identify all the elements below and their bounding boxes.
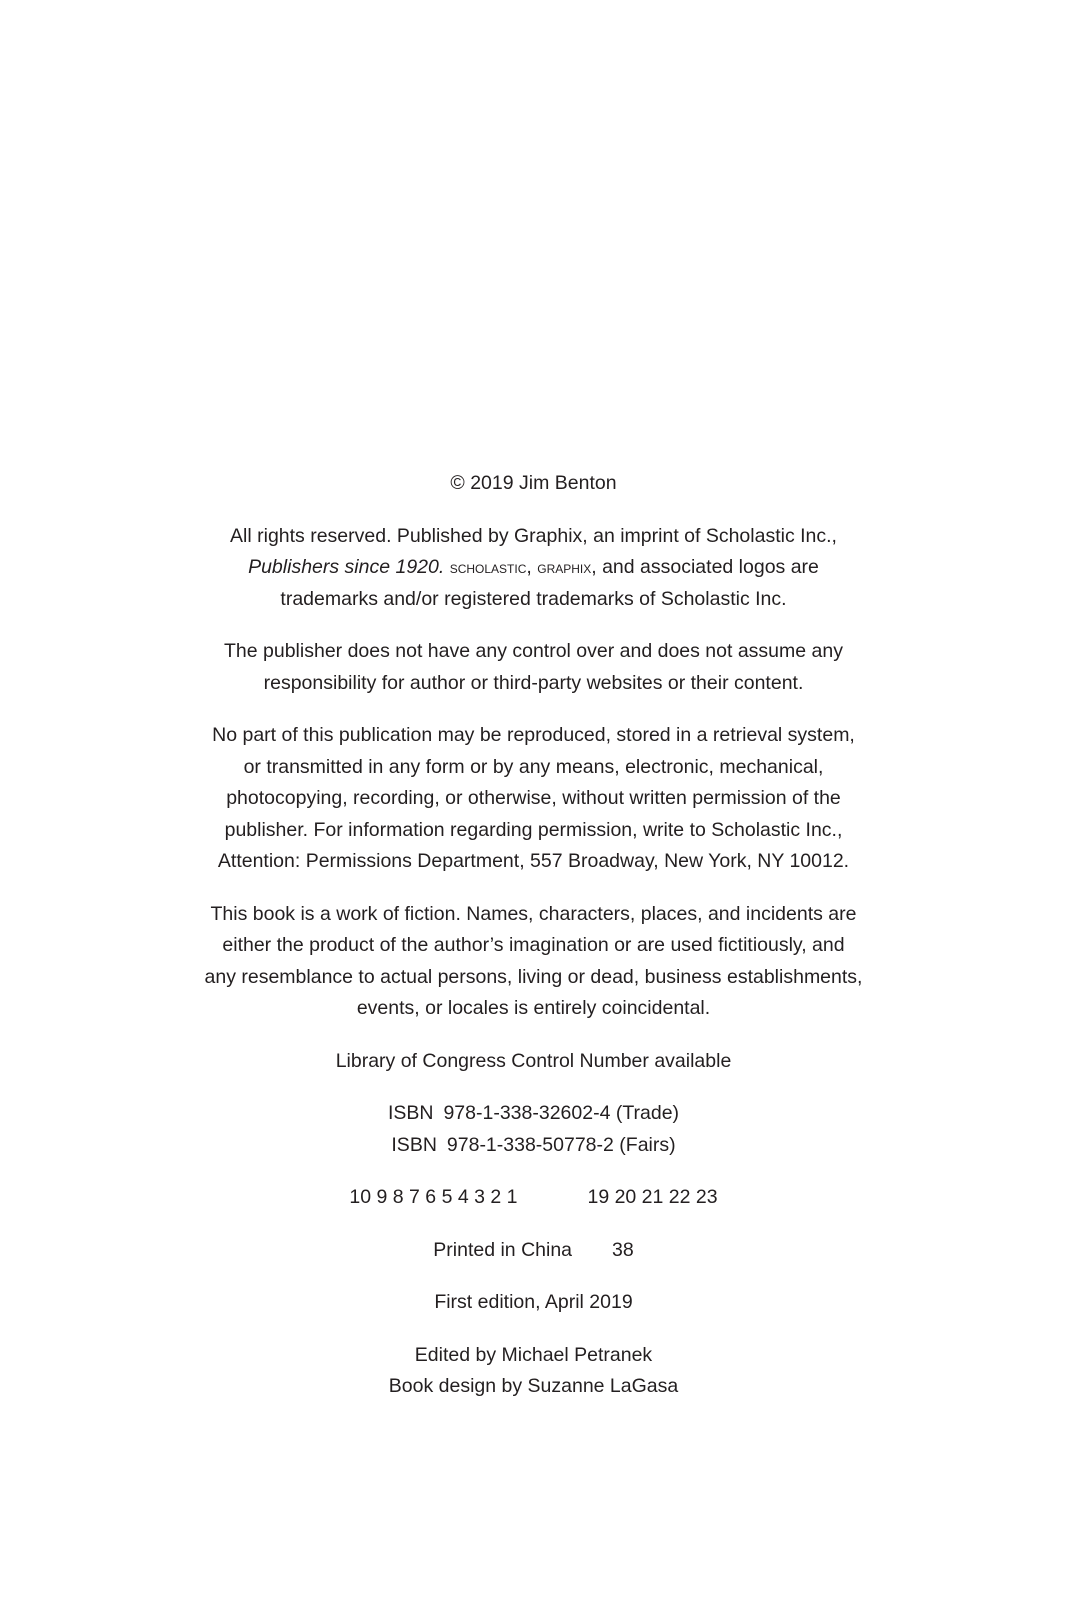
fiction-line: any resemblance to actual persons, living or dead, business establishments, <box>204 965 863 988</box>
reproduction-line: Attention: Permissions Department, 557 Broadway, New York, NY 10012. <box>217 850 850 872</box>
printed-block <box>0 1235 1067 1267</box>
fiction-line: This book is a work of fiction. Names, characters, places, and incidents are <box>210 902 857 925</box>
logos-tail: , and associated logos are <box>591 556 819 578</box>
design-credit: Book design by Suzanne LaGasa <box>388 1375 679 1397</box>
reproduction-line: No part of this publication may be reproduced, stored in a retrieval system, <box>212 724 855 746</box>
websites-line: responsibility for author or third-party websites or their content. <box>263 671 804 694</box>
isbn-number: 978-1-338-50778-2 (Fairs) <box>446 1133 676 1156</box>
copyright-notice <box>0 468 1067 500</box>
reproduction-line: or transmitted in any form or by any means, electronic, mechanical, <box>243 755 824 778</box>
reproduction-line: photocopying, recording, or otherwise, without written permission of the <box>226 787 841 809</box>
fiction-line: either the product of the author’s imagination or are used fictitiously, and <box>222 934 845 956</box>
credits-block <box>0 1340 1067 1403</box>
isbn-label: ISBN <box>387 1102 434 1124</box>
editor-credit: Edited by Michael Petranek <box>414 1343 653 1366</box>
loc-line: Library of Congress Control Number available <box>335 1049 732 1072</box>
reproduction-line: publisher. For information regarding permission, write to Scholastic Inc., <box>224 818 843 841</box>
fiction-line: events, or locales is entirely coincidental. <box>356 997 711 1019</box>
rights-line-3: trademarks and/or registered trademarks of Scholastic Inc. <box>280 587 787 610</box>
rights-line-1: All rights reserved. Published by Graphix, an imprint of Scholastic Inc., <box>230 524 837 547</box>
scholastic-trademark: scholastic <box>449 558 527 577</box>
printed-location: Printed in China <box>433 1238 573 1261</box>
isbn-line <box>0 1098 1067 1130</box>
isbn-block <box>0 1098 1067 1161</box>
isbn-number: 978-1-338-32602-4 (Trade) <box>443 1102 680 1124</box>
websites-paragraph <box>0 636 1067 699</box>
websites-line: The publisher does not have any control over and does not assume any <box>224 640 843 662</box>
printing-years: 19 20 21 22 23 <box>587 1186 718 1208</box>
copyright-line: © 2019 Jim Benton <box>450 472 617 494</box>
copyright-block <box>0 468 1067 1424</box>
publishers-since: Publishers since 1920. <box>248 556 445 578</box>
rights-line-2 <box>0 552 1067 584</box>
isbn-label: ISBN <box>391 1133 437 1156</box>
printed-line <box>0 1235 1067 1267</box>
printing-numbers: 10 9 8 7 6 5 4 3 2 1 <box>349 1186 518 1208</box>
edition-line: First edition, April 2019 <box>434 1291 633 1313</box>
reproduction-paragraph <box>0 720 1067 878</box>
isbn-line <box>0 1130 1067 1162</box>
edition-block <box>0 1287 1067 1319</box>
fiction-paragraph <box>0 899 1067 1025</box>
trademark-separator: , <box>526 556 538 578</box>
printed-code: 38 <box>612 1238 634 1261</box>
printing-line-block <box>0 1182 1067 1214</box>
printing-line <box>0 1182 1067 1214</box>
loc-paragraph <box>0 1046 1067 1078</box>
graphix-trademark: graphix <box>537 558 592 577</box>
rights-paragraph <box>0 521 1067 616</box>
